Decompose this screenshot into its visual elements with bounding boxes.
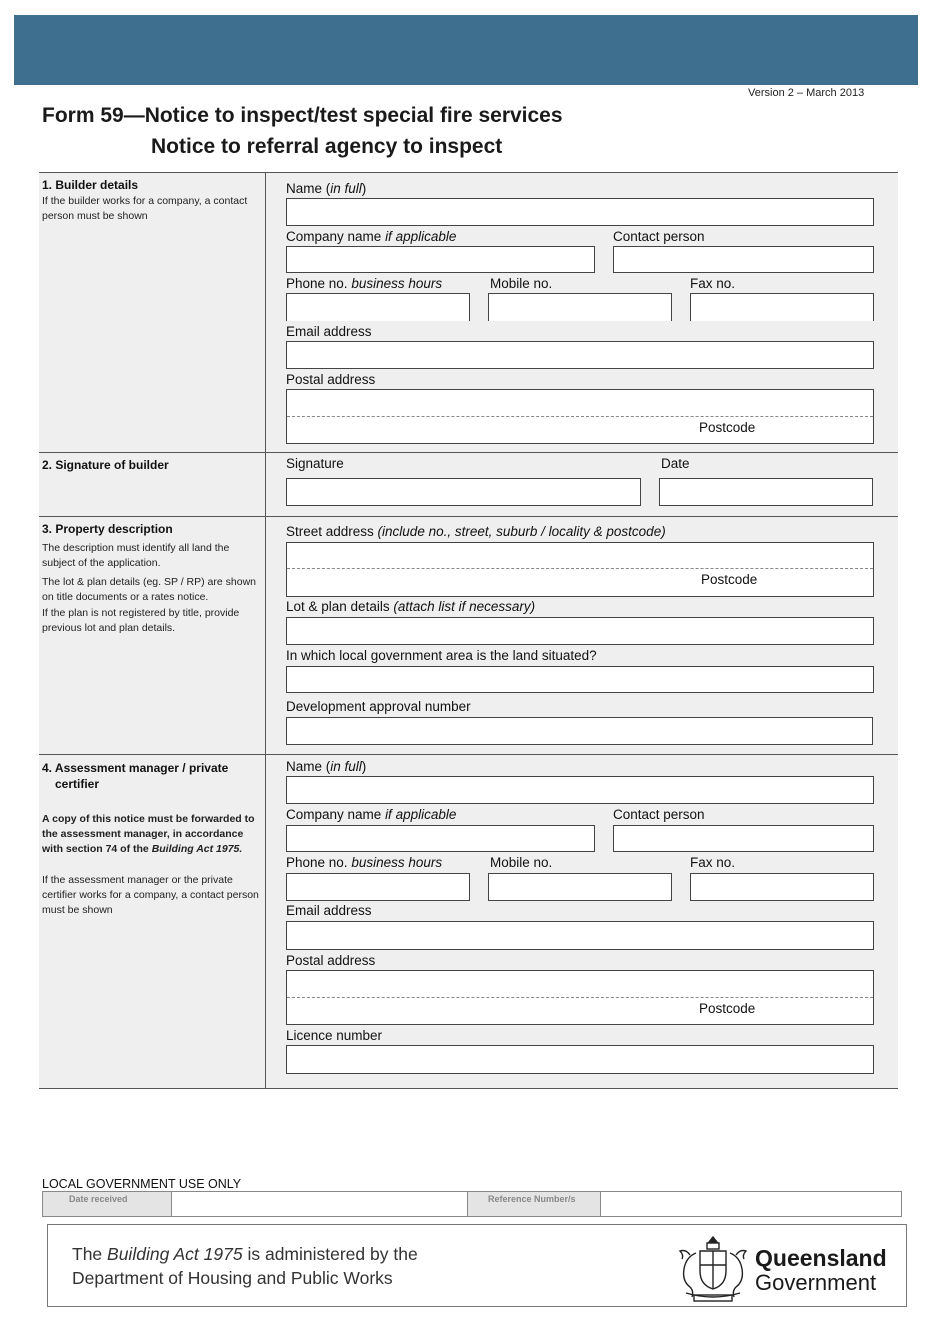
section-3-note-2: The lot & plan details (eg. SP / RP) are shown on title documents or a rates notice.: [42, 576, 256, 603]
licence-label: Licence number: [286, 1028, 383, 1043]
section-3-note-3: If the plan is not registered by title, provide previous lot and plan details.: [42, 607, 240, 634]
form-title: Form 59—Notice to inspect/test special fire services: [42, 104, 563, 127]
certifier-email-field[interactable]: [286, 921, 874, 950]
divider: [39, 1088, 898, 1089]
queensland-logo-text: Queensland: [755, 1245, 887, 1271]
certifier-mobile-label: Mobile no.: [490, 855, 553, 870]
reference-label: Reference Number/s: [468, 1192, 601, 1216]
certifier-contact-field[interactable]: [613, 825, 874, 852]
builder-contact-field[interactable]: [613, 246, 874, 273]
builder-company-label: Company name if applicable: [286, 229, 457, 244]
lot-plan-field[interactable]: [286, 617, 874, 645]
certifier-mobile-field[interactable]: [488, 873, 672, 901]
certifier-postcode-label: Postcode: [699, 1001, 756, 1016]
section-4-bold-note: A copy of this notice must be forwarded to the assessment manager, in accordance with section 74 of the Building Act 1975.: [42, 813, 255, 855]
date-received-field[interactable]: [172, 1192, 468, 1216]
reference-field[interactable]: [601, 1192, 901, 1216]
local-gov-label: LOCAL GOVERNMENT USE ONLY: [42, 1177, 242, 1191]
builder-fax-label: Fax no.: [690, 276, 736, 291]
certifier-phone-label: Phone no. business hours: [286, 855, 443, 870]
divider: [39, 172, 898, 173]
coat-of-arms-icon: [676, 1231, 750, 1303]
lot-plan-label: Lot & plan details (attach list if necessary): [286, 599, 536, 614]
postal-divider: [287, 997, 873, 998]
builder-name-field[interactable]: [286, 198, 874, 226]
certifier-fax-label: Fax no.: [690, 855, 736, 870]
builder-email-field[interactable]: [286, 341, 874, 369]
section-1-note: If the builder works for a company, a contact person must be shown: [42, 195, 248, 222]
column-divider: [265, 172, 266, 1089]
date-field[interactable]: [659, 478, 873, 506]
date-received-label: Date received: [43, 1192, 172, 1216]
certifier-name-label: Name (in full): [286, 759, 367, 774]
section-4-note: If the assessment manager or the private certifier works for a company, a contact person must be shown: [42, 874, 259, 916]
divider: [39, 754, 898, 755]
certifier-name-field[interactable]: [286, 776, 874, 804]
dev-approval-label: Development approval number: [286, 699, 471, 714]
lga-label: In which local government area is the land situated?: [286, 648, 597, 663]
certifier-company-label: Company name if applicable: [286, 807, 457, 822]
section-3-note-1: The description must identify all land the subject of the application.: [42, 542, 230, 569]
street-divider: [287, 568, 873, 569]
builder-postcode-label: Postcode: [699, 420, 756, 435]
section-4-title: 4. Assessment manager / private: [42, 761, 229, 775]
certifier-company-field[interactable]: [286, 825, 595, 852]
builder-company-field[interactable]: [286, 246, 595, 273]
form-subtitle: Notice to referral agency to inspect: [151, 135, 503, 158]
builder-mobile-field[interactable]: [488, 293, 672, 321]
footer-statement: The Building Act 1975 is administered by the Department of Housing and Public Works: [72, 1244, 418, 1288]
header-banner: [14, 15, 918, 85]
lga-field[interactable]: [286, 666, 874, 693]
builder-postal-label: Postal address: [286, 372, 376, 387]
divider: [39, 516, 898, 517]
section-2-title: 2. Signature of builder: [42, 458, 169, 472]
street-address-field[interactable]: [286, 542, 874, 597]
version-label: Version 2 – March 2013: [748, 87, 865, 99]
builder-name-label: Name (in full): [286, 181, 367, 196]
licence-field[interactable]: [286, 1045, 874, 1074]
property-postcode-label: Postcode: [701, 572, 758, 587]
section-1-title: 1. Builder details: [42, 178, 139, 192]
builder-fax-field[interactable]: [690, 293, 874, 321]
builder-mobile-label: Mobile no.: [490, 276, 553, 291]
section-3-title: 3. Property description: [42, 522, 173, 536]
signature-label: Signature: [286, 456, 344, 471]
certifier-contact-label: Contact person: [613, 807, 705, 822]
certifier-email-label: Email address: [286, 903, 372, 918]
builder-phone-label: Phone no. business hours: [286, 276, 443, 291]
street-address-label: Street address (include no., street, suburb / locality & postcode): [286, 524, 666, 539]
certifier-fax-field[interactable]: [690, 873, 874, 901]
local-gov-table: [42, 1191, 902, 1217]
builder-email-label: Email address: [286, 324, 372, 339]
divider: [39, 452, 898, 453]
postal-divider: [287, 416, 873, 417]
government-logo-text: Government: [755, 1270, 877, 1295]
dev-approval-field[interactable]: [286, 717, 873, 745]
certifier-phone-field[interactable]: [286, 873, 470, 901]
signature-field[interactable]: [286, 478, 641, 506]
certifier-postal-label: Postal address: [286, 953, 376, 968]
builder-contact-label: Contact person: [613, 229, 705, 244]
builder-phone-field[interactable]: [286, 293, 470, 321]
date-label: Date: [661, 456, 690, 471]
section-4-title-cont: certifier: [55, 777, 100, 791]
